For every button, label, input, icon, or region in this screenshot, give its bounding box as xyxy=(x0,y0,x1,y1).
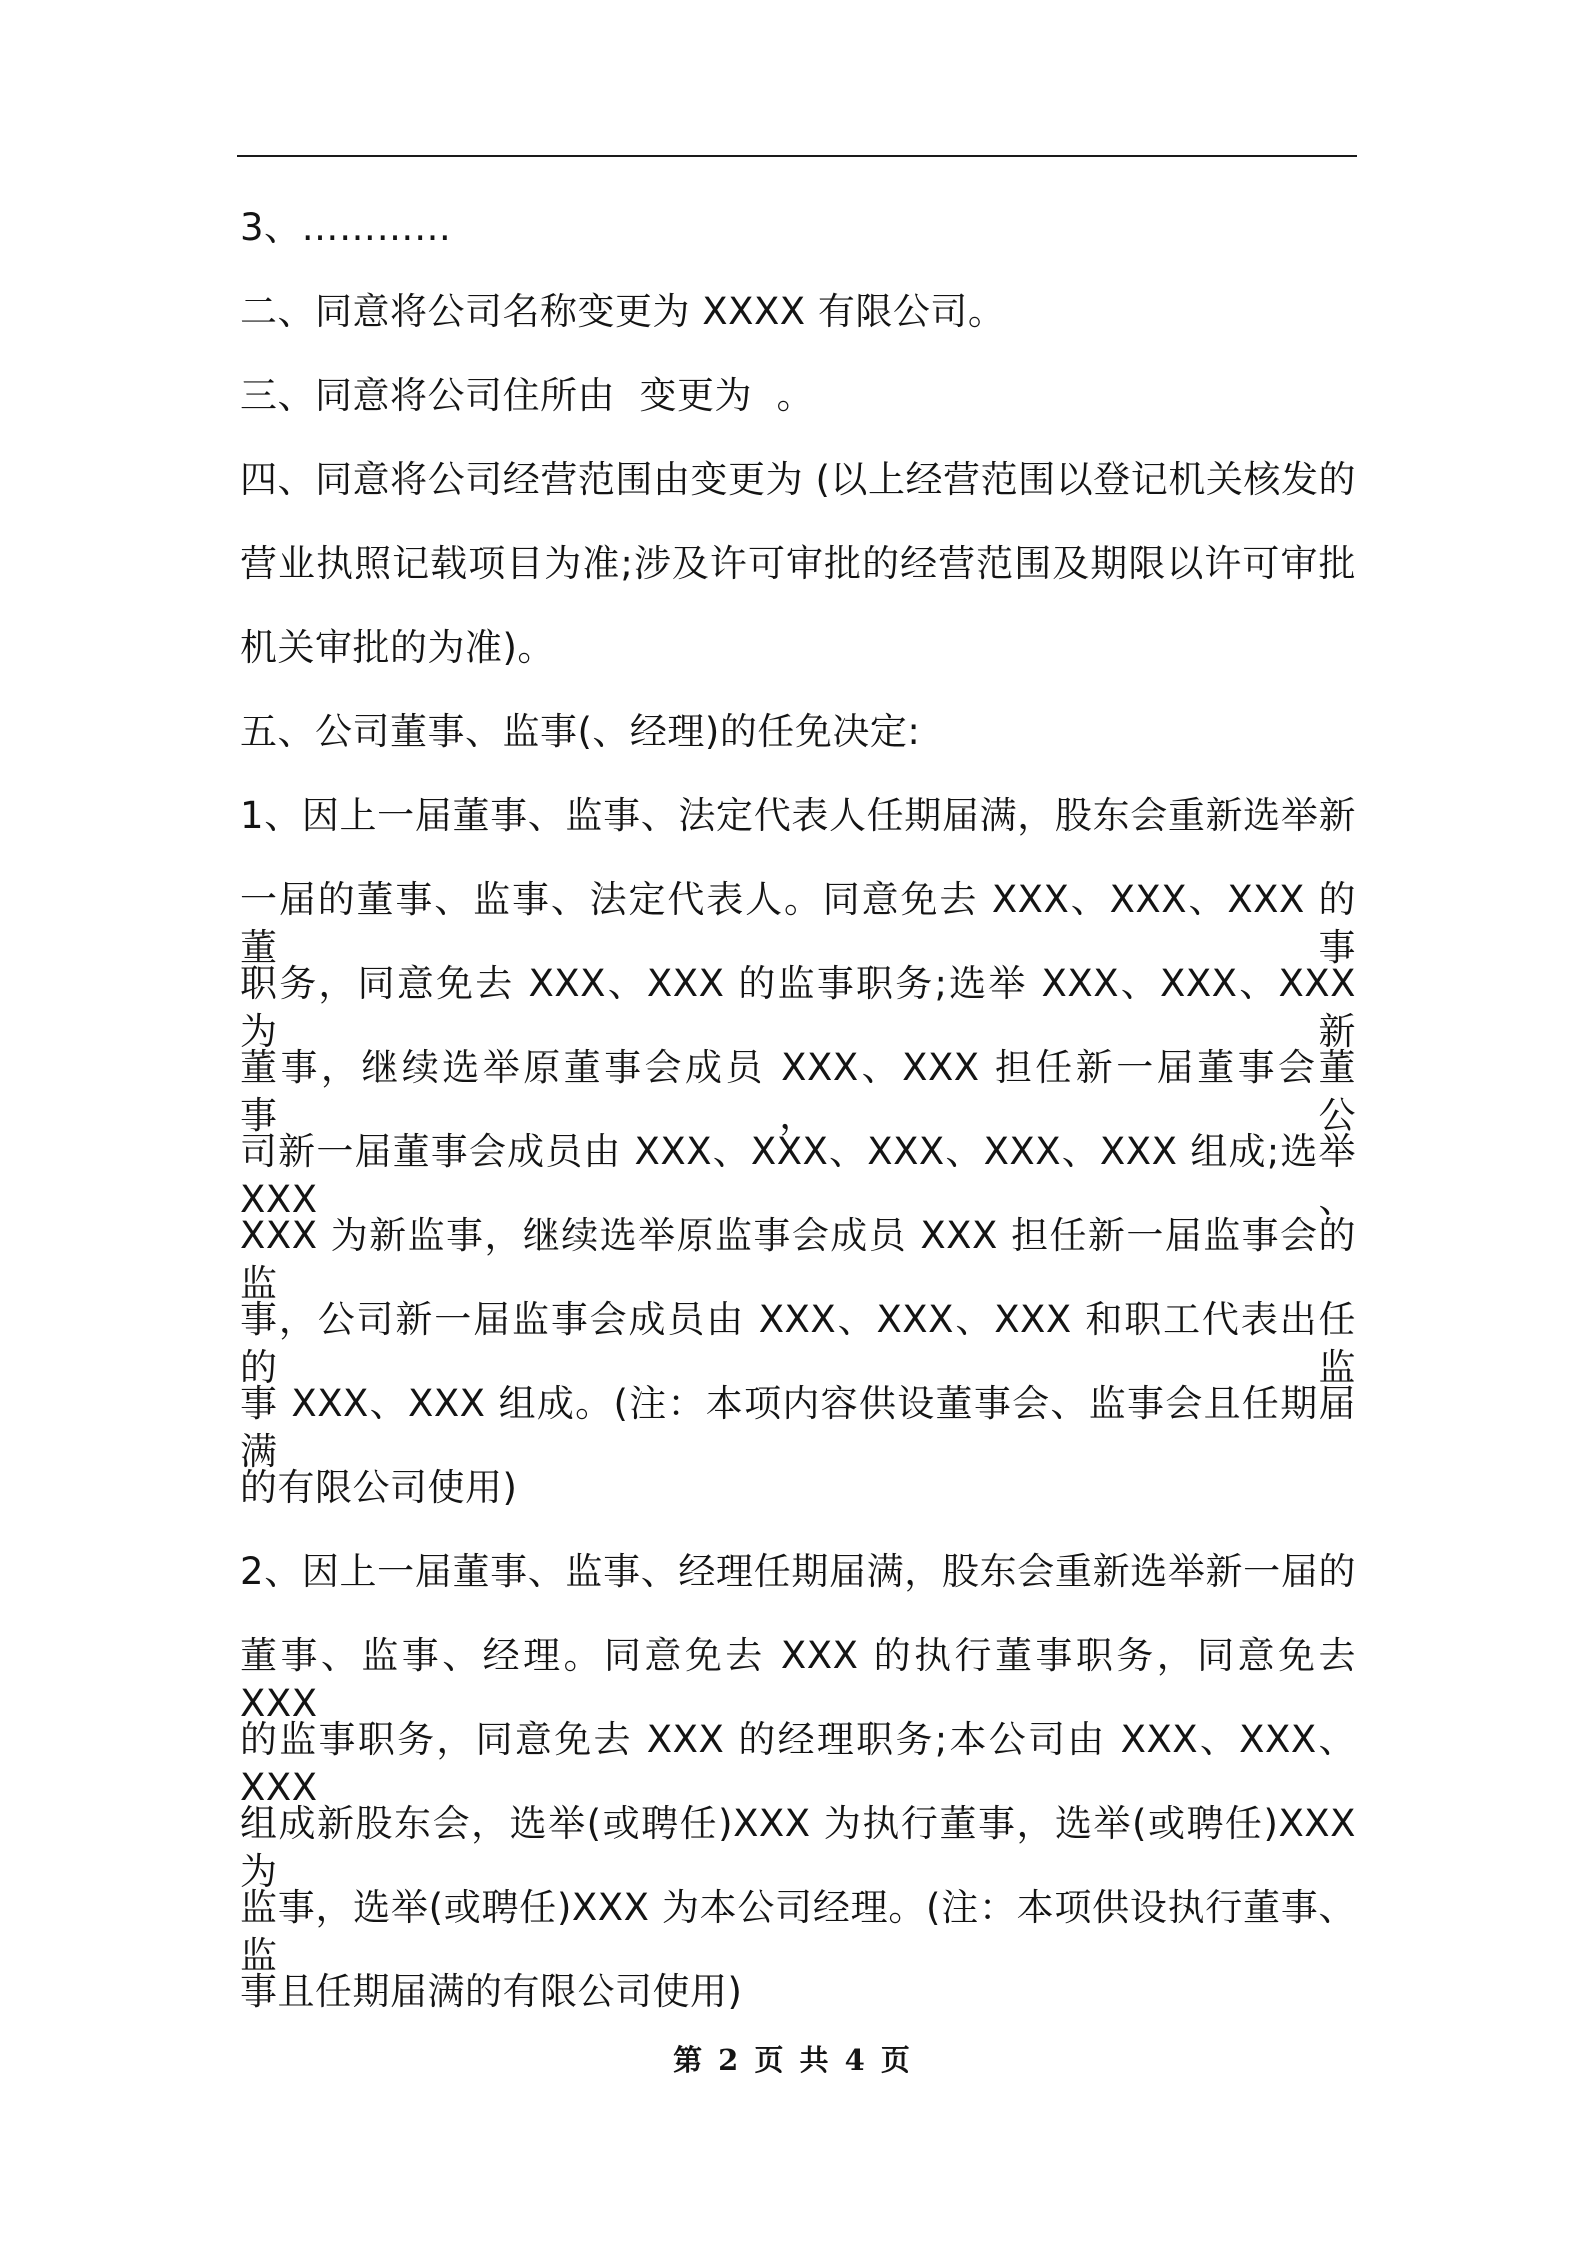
item-1-line-5: 司新一届董事会成员由 XXX、XXX、XXX、XXX、XXX 组成;选举 XXX、 xyxy=(240,1130,1356,1221)
item-1-line-9: 的有限公司使用) xyxy=(240,1466,518,1509)
item-2-line-5: 监事，选举(或聘任)XXX 为本公司经理。(注：本项供设执行董事、监 xyxy=(240,1886,1356,1977)
header-rule xyxy=(237,155,1357,157)
item-2-line-1: 2、因上一届董事、监事、经理任期届满，股东会重新选举新一届的 xyxy=(240,1550,1356,1593)
paragraph-company-address: 三、同意将公司住所由 变更为 。 xyxy=(240,374,815,417)
paragraph-company-name: 二、同意将公司名称变更为 XXXX 有限公司。 xyxy=(240,290,1006,333)
paragraph-business-scope-line-3: 机关审批的为准)。 xyxy=(240,626,555,669)
item-2-line-6: 事且任期届满的有限公司使用) xyxy=(240,1970,743,2013)
item-1-line-2: 一届的董事、监事、法定代表人。同意免去 XXX、XXX、XXX 的董事 xyxy=(240,878,1356,969)
item-1-line-1: 1、因上一届董事、监事、法定代表人任期届满，股东会重新选举新 xyxy=(240,794,1356,837)
list-item-3: 3、………… xyxy=(240,206,452,249)
item-1-line-8: 事 XXX、XXX 组成。(注：本项内容供设董事会、监事会且任期届满 xyxy=(240,1382,1356,1473)
paragraph-business-scope-line-1: 四、同意将公司经营范围由变更为 (以上经营范围以登记机关核发的 xyxy=(240,458,1356,501)
item-1-line-3: 职务，同意免去 XXX、XXX 的监事职务;选举 XXX、XXX、XXX 为新 xyxy=(240,962,1356,1053)
item-1-line-4: 董事，继续选举原董事会成员 XXX、XXX 担任新一届董事会董事，公 xyxy=(240,1046,1356,1137)
section-heading-appointments: 五、公司董事、监事(、经理)的任免决定: xyxy=(240,710,921,753)
item-2-line-3: 的监事职务，同意免去 XXX 的经理职务;本公司由 XXX、XXX、XXX xyxy=(240,1718,1356,1809)
item-2-line-4: 组成新股东会，选举(或聘任)XXX 为执行董事，选举(或聘任)XXX 为 xyxy=(240,1802,1356,1893)
item-2-line-2: 董事、监事、经理。同意免去 XXX 的执行董事职务，同意免去 XXX xyxy=(240,1634,1356,1725)
page-number-footer: 第 2 页 共 4 页 xyxy=(673,2043,913,2077)
item-1-line-7: 事，公司新一届监事会成员由 XXX、XXX、XXX 和职工代表出任的监 xyxy=(240,1298,1356,1389)
paragraph-business-scope-line-2: 营业执照记载项目为准;涉及许可审批的经营范围及期限以许可审批 xyxy=(240,542,1356,585)
item-1-line-6: XXX 为新监事，继续选举原监事会成员 XXX 担任新一届监事会的监 xyxy=(240,1214,1356,1305)
